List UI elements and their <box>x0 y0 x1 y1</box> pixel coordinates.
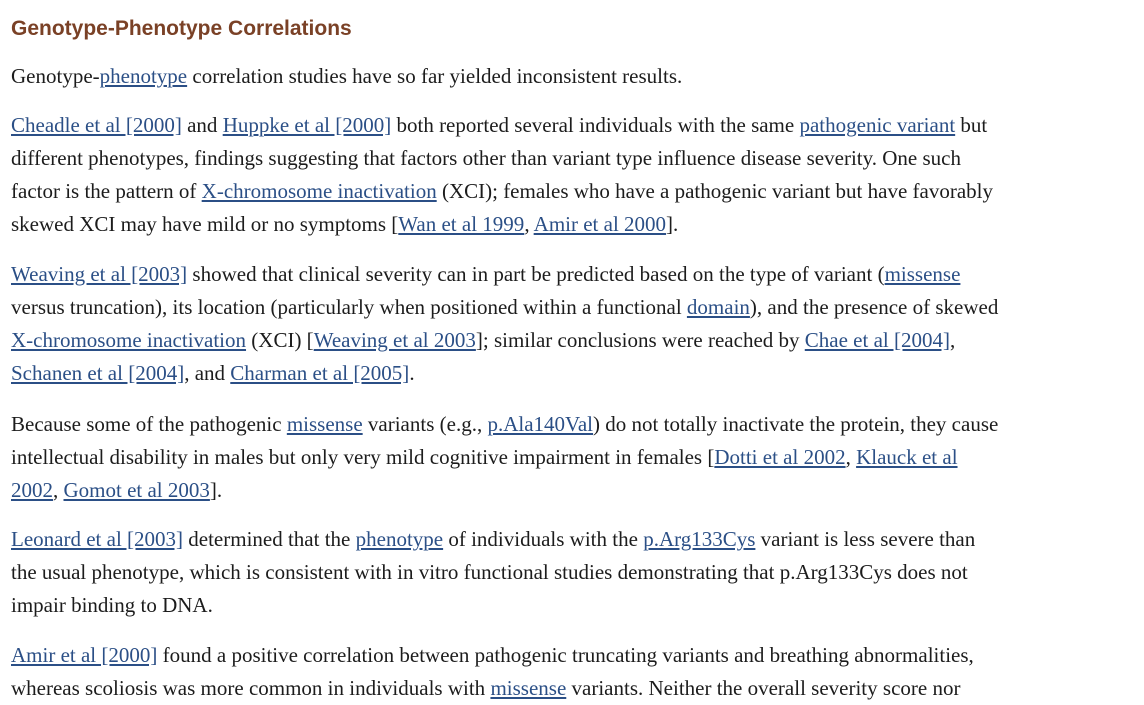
text-run: showed that clinical severity can in part be predicted based on the type of variant ( <box>187 262 885 286</box>
paragraph <box>11 109 1144 241</box>
paragraph <box>11 523 1144 622</box>
reference-link[interactable]: Weaving et al [2003] <box>11 262 188 286</box>
text-line <box>11 258 1144 291</box>
text-run: found a positive correlation between pathogenic truncating variants and breathing abnormalities, <box>157 643 974 667</box>
text-run: different phenotypes, findings suggesting that factors other than variant type influence disease severity. One such <box>11 146 961 170</box>
reference-link[interactable]: 2002 <box>11 478 53 502</box>
reference-link[interactable]: Chae et al [2004] <box>804 328 950 352</box>
text-run: versus truncation), its location (particularly when positioned within a functional <box>11 295 687 319</box>
paragraph <box>11 258 1144 390</box>
text-run: , <box>53 478 64 502</box>
text-run: variant is less severe than <box>755 527 976 551</box>
text-run: but <box>955 113 988 137</box>
text-line <box>11 208 1144 241</box>
text-run: intellectual disability in males but only very mild cognitive impairment in females [ <box>11 445 715 469</box>
text-line <box>11 109 1144 142</box>
text-run: whereas scoliosis was more common in individuals with <box>11 676 491 700</box>
reference-link[interactable]: Cheadle et al [2000] <box>11 113 182 137</box>
text-run: the usual phenotype, which is consistent with in vitro functional studies demonstrating that p.Arg133Cys does not <box>11 560 968 584</box>
reference-link[interactable]: Schanen et al [2004] <box>11 361 185 385</box>
text-run: both reported several individuals with the same <box>391 113 800 137</box>
text-line <box>11 324 1144 357</box>
text-run: of individuals with the <box>443 527 644 551</box>
text-line <box>11 672 1144 705</box>
text-line <box>11 291 1144 324</box>
reference-link[interactable]: Weaving et al 2003 <box>313 328 476 352</box>
text-line <box>11 142 1144 175</box>
paragraph <box>11 60 1144 93</box>
paragraph <box>11 639 1144 705</box>
reference-link[interactable]: Amir et al 2000 <box>533 212 667 236</box>
text-line <box>11 639 1144 672</box>
document-body <box>11 0 1144 705</box>
reference-link[interactable]: Charman et al [2005] <box>230 361 410 385</box>
text-line <box>11 556 1144 589</box>
text-line <box>11 523 1144 556</box>
reference-link[interactable]: Leonard et al [2003] <box>11 527 184 551</box>
text-run: ]. <box>209 478 223 502</box>
reference-link[interactable]: Gomot et al 2003 <box>63 478 210 502</box>
text-run: variants (e.g., <box>362 412 488 436</box>
text-run: , and <box>184 361 231 385</box>
paragraph <box>11 408 1144 507</box>
section-heading: Genotype-Phenotype Correlations <box>11 17 352 40</box>
reference-link[interactable]: Dotti et al 2002 <box>714 445 846 469</box>
reference-link[interactable]: Wan et al 1999 <box>398 212 525 236</box>
text-line <box>11 60 1144 93</box>
reference-link[interactable]: missense <box>286 412 363 436</box>
reference-link[interactable]: phenotype <box>99 64 188 88</box>
text-line <box>11 175 1144 208</box>
text-line <box>11 474 1144 507</box>
text-run: variants. Neither the overall severity score nor <box>566 676 961 700</box>
text-run: factor is the pattern of <box>11 179 202 203</box>
text-run: Because some of the pathogenic <box>11 412 287 436</box>
reference-link[interactable]: missense <box>884 262 961 286</box>
reference-link[interactable]: p.Arg133Cys <box>643 527 756 551</box>
text-run: (XCI); females who have a pathogenic variant but have favorably <box>436 179 993 203</box>
text-run: , <box>845 445 857 469</box>
text-run: skewed XCI may have mild or no symptoms [ <box>11 212 399 236</box>
text-line <box>11 408 1144 441</box>
reference-link[interactable]: Amir et al [2000] <box>11 643 158 667</box>
text-line <box>11 441 1144 474</box>
text-run: correlation studies have so far yielded inconsistent results. <box>187 64 683 88</box>
text-run: Genotype- <box>11 64 100 88</box>
reference-link[interactable]: Huppke et al [2000] <box>222 113 392 137</box>
text-run: and <box>181 113 223 137</box>
text-run: . <box>409 361 415 385</box>
reference-link[interactable]: domain <box>686 295 750 319</box>
text-run: , <box>949 328 956 352</box>
text-run: determined that the <box>183 527 356 551</box>
reference-link[interactable]: missense <box>490 676 567 700</box>
reference-link[interactable]: p.Ala140Val <box>487 412 594 436</box>
text-run: ), and the presence of skewed <box>749 295 999 319</box>
reference-link[interactable]: phenotype <box>355 527 444 551</box>
text-line <box>11 589 1144 622</box>
text-run: ]. <box>666 212 679 236</box>
text-run: , <box>524 212 534 236</box>
reference-link[interactable]: Klauck et al <box>856 445 958 469</box>
text-run: ]; similar conclusions were reached by <box>475 328 805 352</box>
text-line <box>11 357 1144 390</box>
text-run: impair binding to DNA. <box>11 593 213 617</box>
text-run: ) do not totally inactivate the protein, they cause <box>593 412 999 436</box>
text-run: (XCI) [ <box>246 328 314 352</box>
reference-link[interactable]: X-chromosome inactivation <box>201 179 437 203</box>
reference-link[interactable]: X-chromosome inactivation <box>11 328 247 352</box>
reference-link[interactable]: pathogenic variant <box>799 113 956 137</box>
